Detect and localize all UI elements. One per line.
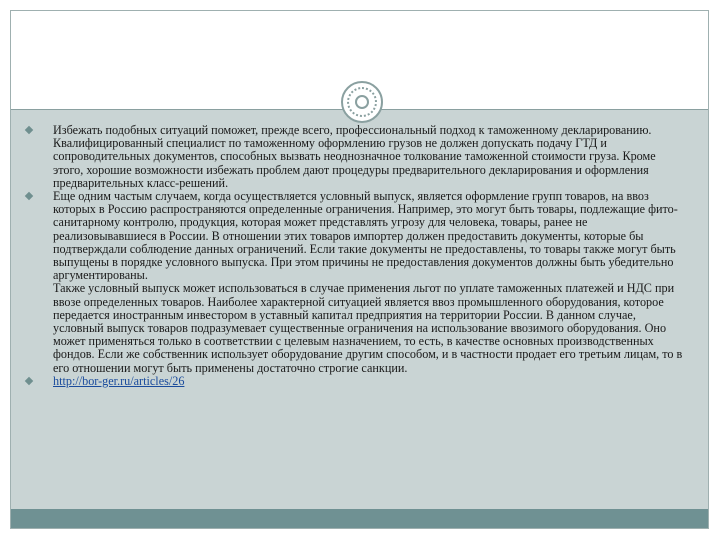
circle-ornament-icon xyxy=(341,81,383,123)
bullet-item xyxy=(20,375,688,388)
bullet-text-continued: Также условный выпуск может использоваться в случае применения льгот по уплате таможенных платежей и НДС при ввозе определенных товаров. Наиболее характерной ситуацией является ввоз промышленного оборудования, которое передается иностранным инвестором в уставный капитал предприятия на территории России. В данном случае, условный выпуск товаров подразумевает существенные ограничения на использование ввозимого оборудования. Оно может применяться только в соответствии с целевым назначением, то есть, в качестве основных производственных фондов. Если же собственник использует оборудование другим способом, и в частности продает его третьим лицам, то в его отношении могут быть применены достаточно строгие санкции. xyxy=(53,281,683,375)
bullet-text: Избежать подобных ситуаций поможет, прежде всего, профессиональный подход к таможенному декларированию. Квалифицированный специалист по таможенному оформлению грузов не должен допускать подачу ГТД и сопроводительных документов, способных вызвать неоднозначное толкование таможенной стоимости груза. Кроме этого, хорошие возможности избежать проблем дают процедуры предварительного декларирования и оформления предварительных класс-решений. xyxy=(53,123,656,190)
slide-content xyxy=(20,124,688,388)
bullet-diamond-icon xyxy=(25,192,33,200)
bullet-item xyxy=(20,190,688,375)
source-link[interactable]: http://bor-ger.ru/articles/26 xyxy=(53,373,185,388)
bullet-diamond-icon xyxy=(25,377,33,385)
bullet-text: Еще одним частым случаем, когда осуществляется условный выпуск, является оформление групп товаров, на ввоз которых в Россию распространяются определенные ограничения. Например, это могут быть товары, подлежащие фито-санитарному контролю, продукция, которая может представлять угрозу для человека, товары, ранее не реализовывавшиеся в России. В отношении этих товаров импортер должен предоставить документы, которые бы подтверждали соблюдение данных ограничений. Если такие документы не предоставлены, то товары также могут быть выпущены в порядке условного выпуска. При этом причины не предоставления документов должны быть убедительно аргументированы. xyxy=(53,189,678,283)
bullet-diamond-icon xyxy=(25,126,33,134)
footer-bar xyxy=(11,509,708,528)
bullet-item xyxy=(20,124,688,190)
